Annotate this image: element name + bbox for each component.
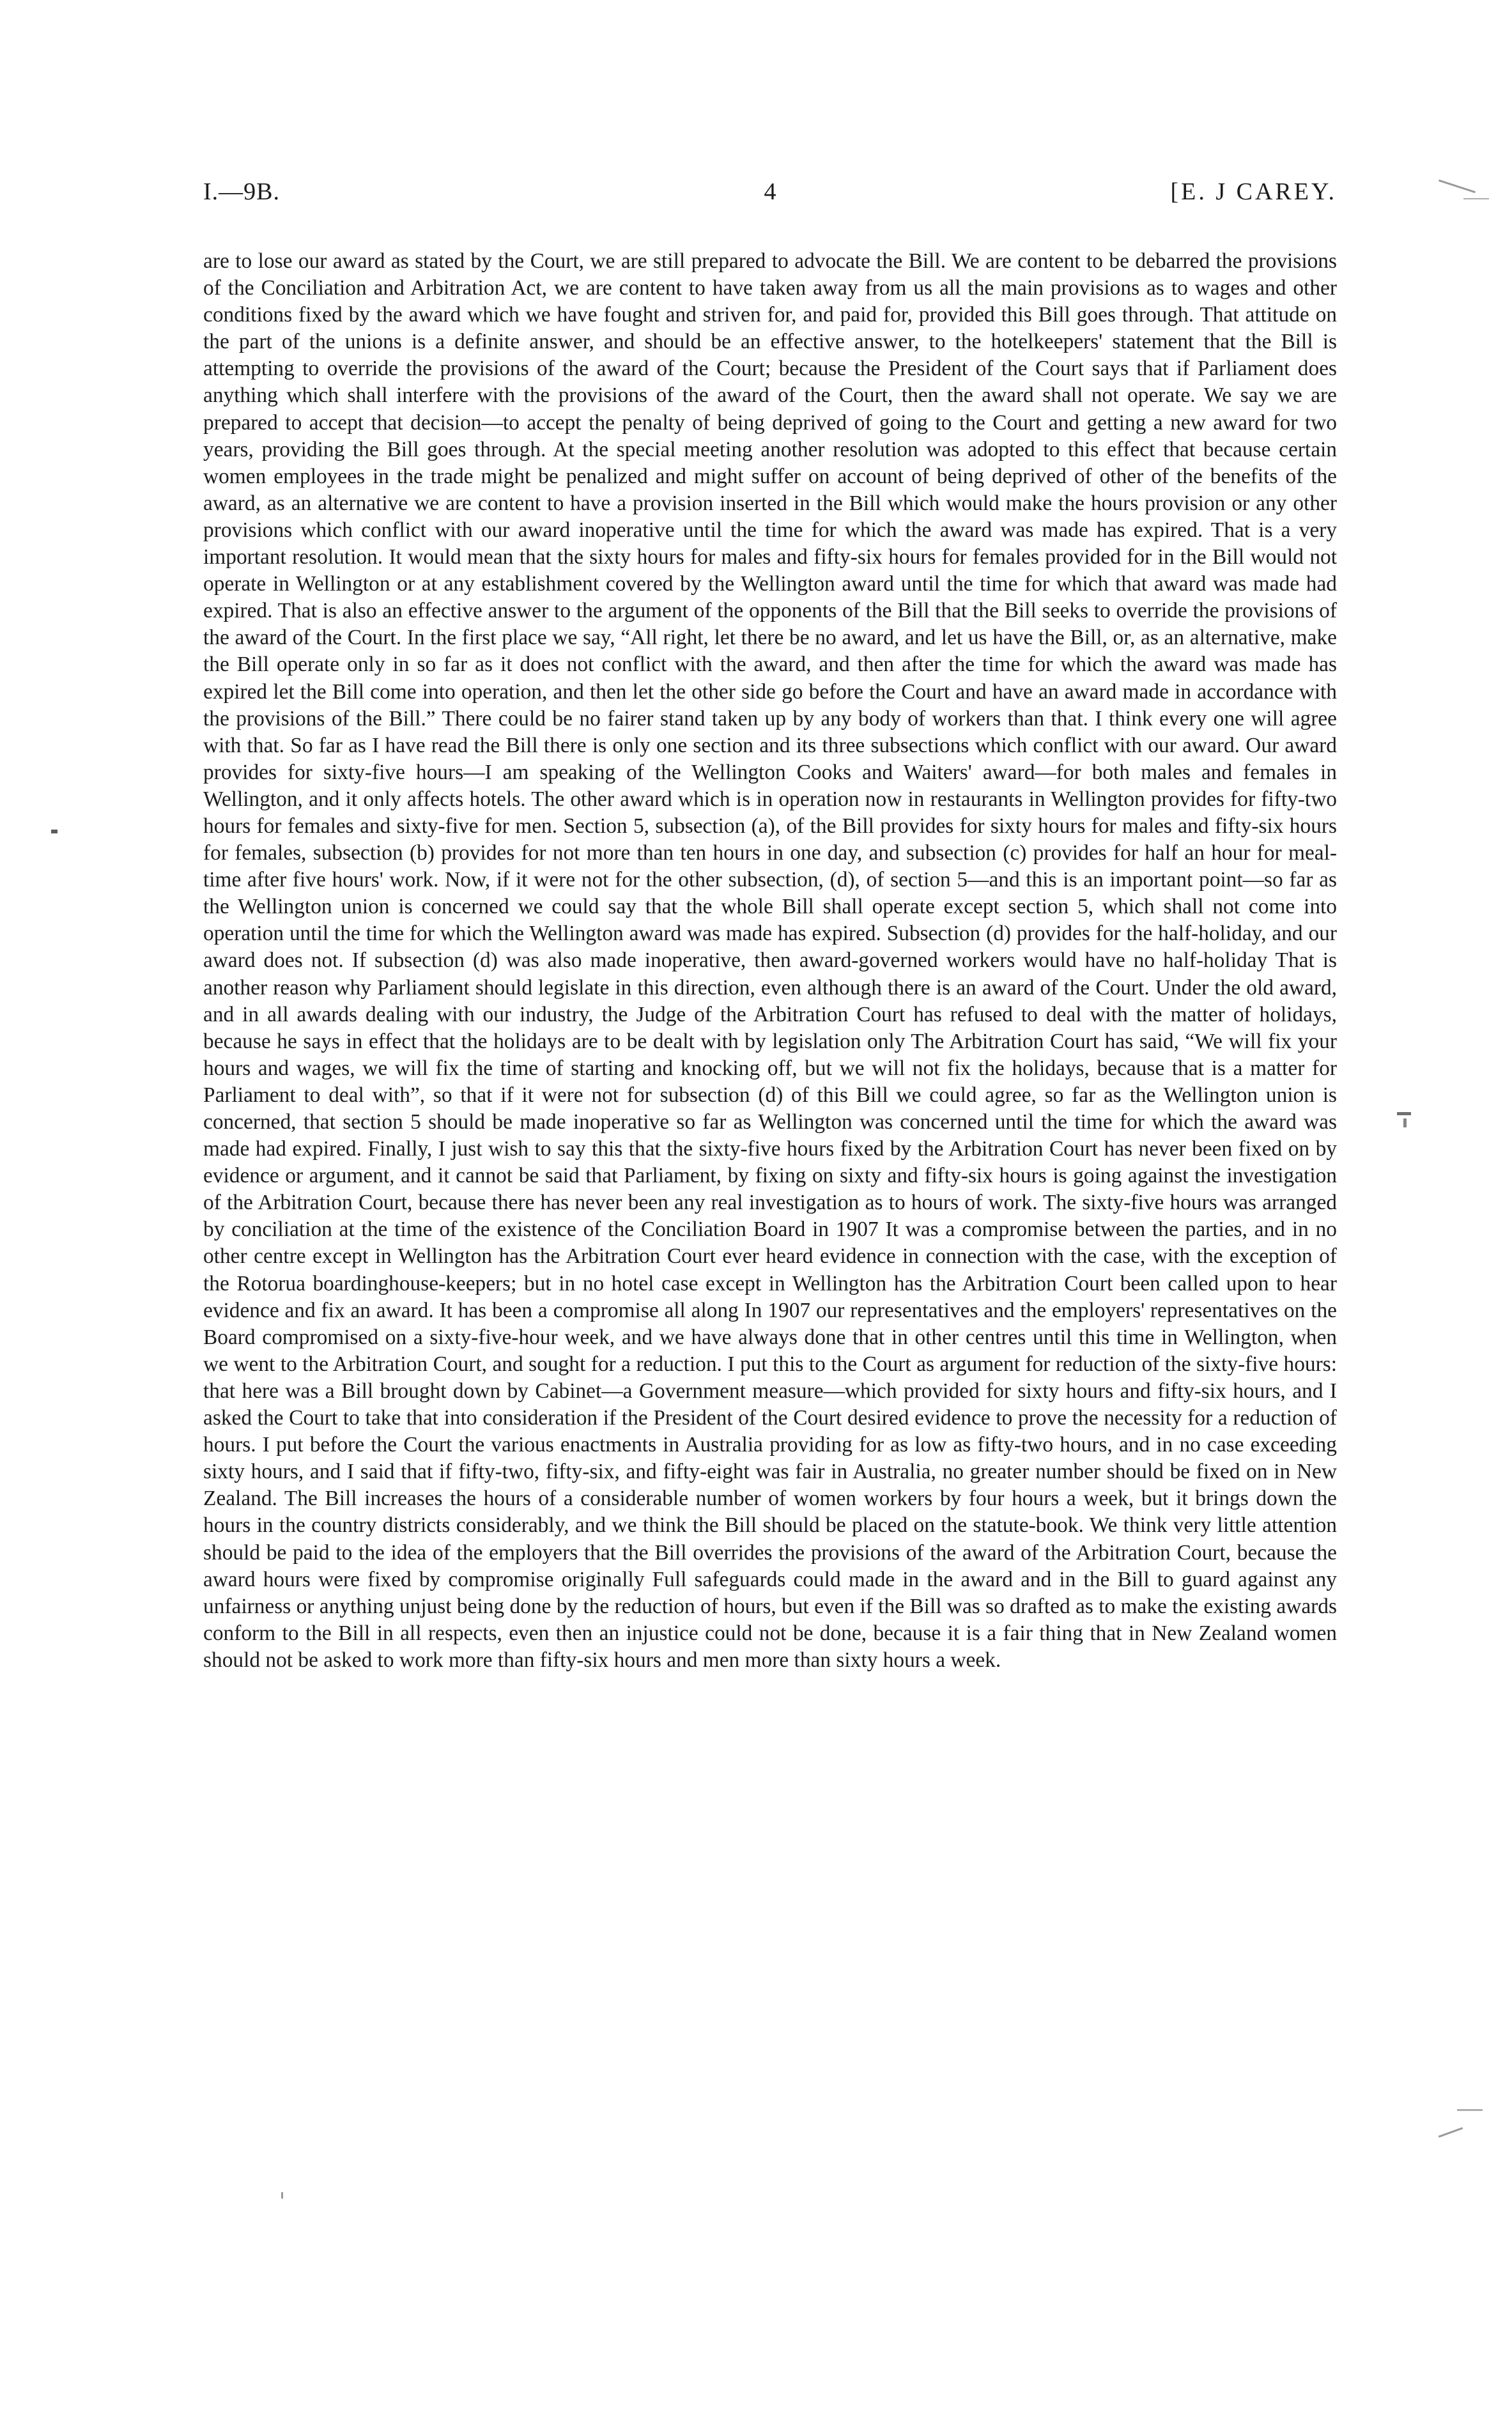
margin-mark — [1403, 1118, 1407, 1127]
margin-mark — [1439, 2127, 1463, 2138]
margin-mark — [1457, 2109, 1483, 2111]
margin-mark — [1397, 1112, 1411, 1115]
body-text — [203, 248, 1337, 1674]
margin-mark — [1439, 180, 1476, 193]
margin-mark — [1463, 198, 1489, 199]
speaker-name: [E. J CAREY. — [1170, 178, 1337, 205]
paragraph: are to lose our award as stated by the Court, we are still prepared to advocate the Bill. We are content to be debarred the provisions of the Conciliation and Arbitration Act, we are content to have taken away from us all the main provisions as to wages and other conditions fixed by the award which we have fought and striven for, and paid for, provided this Bill goes through. That attitude on the part of the unions is a definite answer, and should be an effective answer, to the hotelkeepers' statement that the Bill is attempting to override the provisions of the award of the Court; because the President of the Court says that if Parliament does anything which shall interfere with the provisions of the award of the Court, then the award shall not operate. We say we are prepared to accept that decision—to accept the penalty of being deprived of going to the Court and getting a new award for two years, providing the Bill goes through. At the special meeting another resolution was adopted to this effect that because certain women employees in the trade might be penalized and might suffer on account of being deprived of other of the benefits of the award, as an alternative we are content to have a provision inserted in the Bill which would make the hours provision or any other provisions which conflict with our award inoperative until the time for which the award was made has expired. That is a very important resolution. It would mean that the sixty hours for males and fifty-six hours for females provided for in the Bill would not operate in Wellington or at any establishment covered by the Wellington award until the time for which that award was made had expired. That is also an effective answer to the argument of the opponents of the Bill that the Bill seeks to override the provisions of the award of the Court. In the first place we say, “All right, let there be no award, and let us have the Bill, or, as an alternative, make the Bill operate only in so far as it does not conflict with the award, and then after the time for which the award was made has expired let the Bill come into operation, and then let the other side go before the Court and have an award made in accordance with the provisions of the Bill.” There could be no fairer stand taken up by any body of workers than that. I think every one will agree with that. So far as I have read the Bill there is only one section and its three subsections which conflict with our award. Our award provides for sixty-five hours—I am speaking of the Wellington Cooks and Waiters' award—for both males and females in Wellington, and it only affects hotels. The other award which is in operation now in restaurants in Wellington provides for fifty-two hours for females and sixty-five for men. Section 5, subsection (a), of the Bill provides for sixty hours for males and fifty-six hours for females, subsection (b) provides for not more than ten hours in one day, and subsection (c) provides for half an hour for meal-time after five hours' work. Now, if it were not for the other subsection, (d), of section 5—and this is an important point—so far as the Wellington union is concerned we could say that the whole Bill shall operate except section 5, which shall not come into operation until the time for which the Wellington award was made has expired. Subsection (d) provides for the half-holiday, and our award does not. If subsection (d) was also made inoperative, then award-governed workers would have no half-holiday That is another reason why Parliament should legislate in this direction, even although there is an award of the Court. Under the old award, and in all awards dealing with our industry, the Judge of the Arbitration Court has refused to deal with the matter of holidays, because he says in effect that the holidays are to be dealt with by legislation only The Arbitration Court has said, “We will fix your hours and wages, we will fix the time of starting and knocking off, but we will not fix the holidays, because that is a matter for Parliament to deal with”, so that if it were not for subsection (d) of this Bill we could agree, so far as the Wellington union is concerned, that section 5 should be made inoperative so far as Wellington was concerned until the time for which the award was made had expired. Finally, I just wish to say this that the sixty-five hours fixed by the Arbitration Court has never been fixed on by evidence or argument, and it cannot be said that Parliament, by fixing on sixty and fifty-six hours is going against the investigation of the Arbitration Court, because there has never been any real investigation as to hours of work. The sixty-five hours was arranged by conciliation at the time of the existence of the Conciliation Board in 1907 It was a compromise between the parties, and in no other centre except in Wellington has the Arbitration Court ever heard evidence in connection with the case, with the exception of the Rotorua boardinghouse-keepers; but in no hotel case except in Wellington has the Arbitration Court been called upon to hear evidence and fix an award. It has been a compromise all along In 1907 our representatives and the employers' representatives on the Board compromised on a sixty-five-hour week, and we have always done that in other centres until this time in Wellington, when we went to the Arbitration Court, and sought for a reduction. I put this to the Court as argument for reduction of the sixty-five hours: that here was a Bill brought down by Cabinet—a Government measure—which provided for sixty hours and fifty-six hours, and I asked the Court to take that into consideration if the President of the Court desired evidence to prove the necessity for a reduction of hours. I put before the Court the various enactments in Australia providing for as low as fifty-two hours, and in no case exceeding sixty hours, and I said that if fifty-two, fifty-six, and fifty-eight was fair in Australia, no greater number should be fixed on in New Zealand. The Bill increases the hours of a considerable number of women workers by four hours a week, but it brings down the hours in the country districts considerably, and we think the Bill should be placed on the statute-book. We think very little attention should be paid to the idea of the employers that the Bill overrides the provisions of the award of the Arbitration Court, because the award hours were fixed by compromise originally Full safeguards could made in the award and in the Bill to guard against any unfairness or anything unjust being done by the reduction of hours, but even if the Bill was so drafted as to make the existing awards conform to the Bill in all respects, even then an injustice could not be done, because it is a fair thing that in New Zealand women should not be asked to work more than fifty-six hours and men more than sixty hours a week. — [203, 249, 1337, 1672]
page-number: 4 — [764, 178, 776, 205]
margin-mark — [281, 2192, 283, 2199]
page-header — [203, 178, 1337, 216]
paper-reference: I.—9B. — [203, 178, 280, 205]
margin-mark — [51, 830, 58, 833]
